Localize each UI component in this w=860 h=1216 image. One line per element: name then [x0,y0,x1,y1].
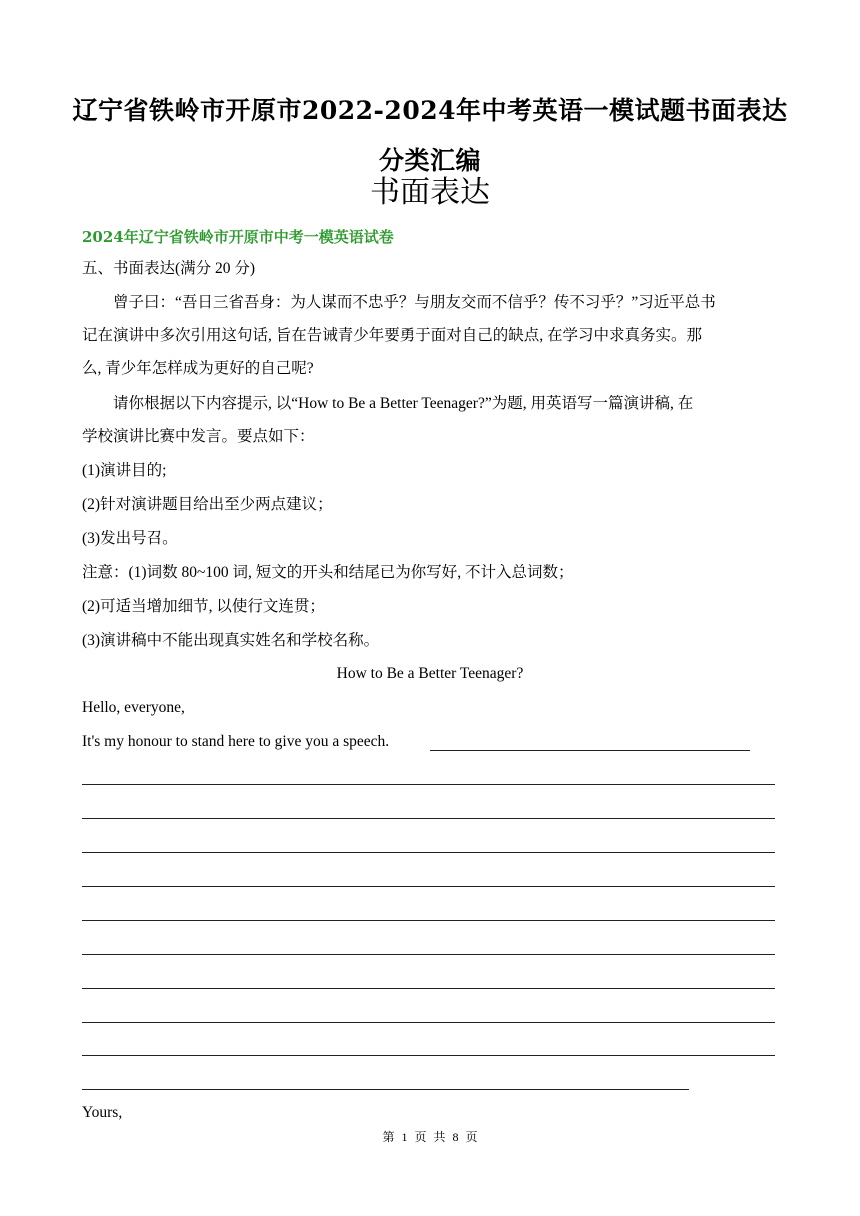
writing-line[interactable] [82,1055,775,1056]
note-2: (2)可适当增加细节, 以使行文连贯； [82,598,325,615]
essay-greeting: Hello, everyone, [82,699,185,716]
paragraph-1-line-1: 曾子曰：“吾日三省吾身：为人谋而不忠乎？与朋友交而不信乎？传不习乎？”习近平总书 [113,294,716,311]
essay-opening: It's my honour to stand here to give you a speech. [82,733,390,750]
writing-line[interactable] [82,988,775,989]
document-title-line-2: 分类汇编 [378,146,481,175]
essay-closing: Yours, [82,1104,123,1121]
writing-line[interactable] [82,954,775,955]
writing-line[interactable] [82,784,775,785]
paragraph-1-line-3: 么, 青少年怎样成为更好的自己呢? [82,360,314,377]
writing-line[interactable] [82,886,775,887]
writing-line[interactable] [82,818,775,819]
point-3: (3)发出号召。 [82,530,178,547]
point-1: (1)演讲目的; [82,462,167,479]
writing-line-first[interactable] [430,750,750,751]
document-title-line-1: 辽宁省铁岭市开原市2022-2024年中考英语一模试题书面表达 [72,96,788,125]
note-3: (3)演讲稿中不能出现真实姓名和学校名称。 [82,632,380,649]
writing-line[interactable] [82,852,775,853]
paragraph-1-line-2: 记在演讲中多次引用这句话, 旨在告诫青少年要勇于面对自己的缺点, 在学习中求真务实。那 [82,327,703,344]
section-title: 书面表达 [370,175,490,210]
writing-line-last[interactable] [82,1089,689,1090]
writing-line[interactable] [82,920,775,921]
essay-title: How to Be a Better Teenager? [336,665,524,682]
exam-source-heading: 2024年辽宁省铁岭市开原市中考一模英语试卷 [82,228,394,246]
part-label: 五、书面表达(满分 20 分) [82,260,256,277]
point-2: (2)针对演讲题目给出至少两点建议； [82,496,333,513]
paragraph-2-line-2: 学校演讲比赛中发言。要点如下： [82,428,315,445]
paragraph-2-line-1: 请你根据以下内容提示, 以“How to Be a Better Teenager?”为题, 用英语写一篇演讲稿, 在 [113,395,694,412]
writing-line[interactable] [82,1022,775,1023]
page-footer: 第 1 页 共 8 页 [382,1130,478,1144]
note-1: 注意：(1)词数 80~100 词, 短文的开头和结尾已为你写好, 不计入总词数； [82,564,574,581]
